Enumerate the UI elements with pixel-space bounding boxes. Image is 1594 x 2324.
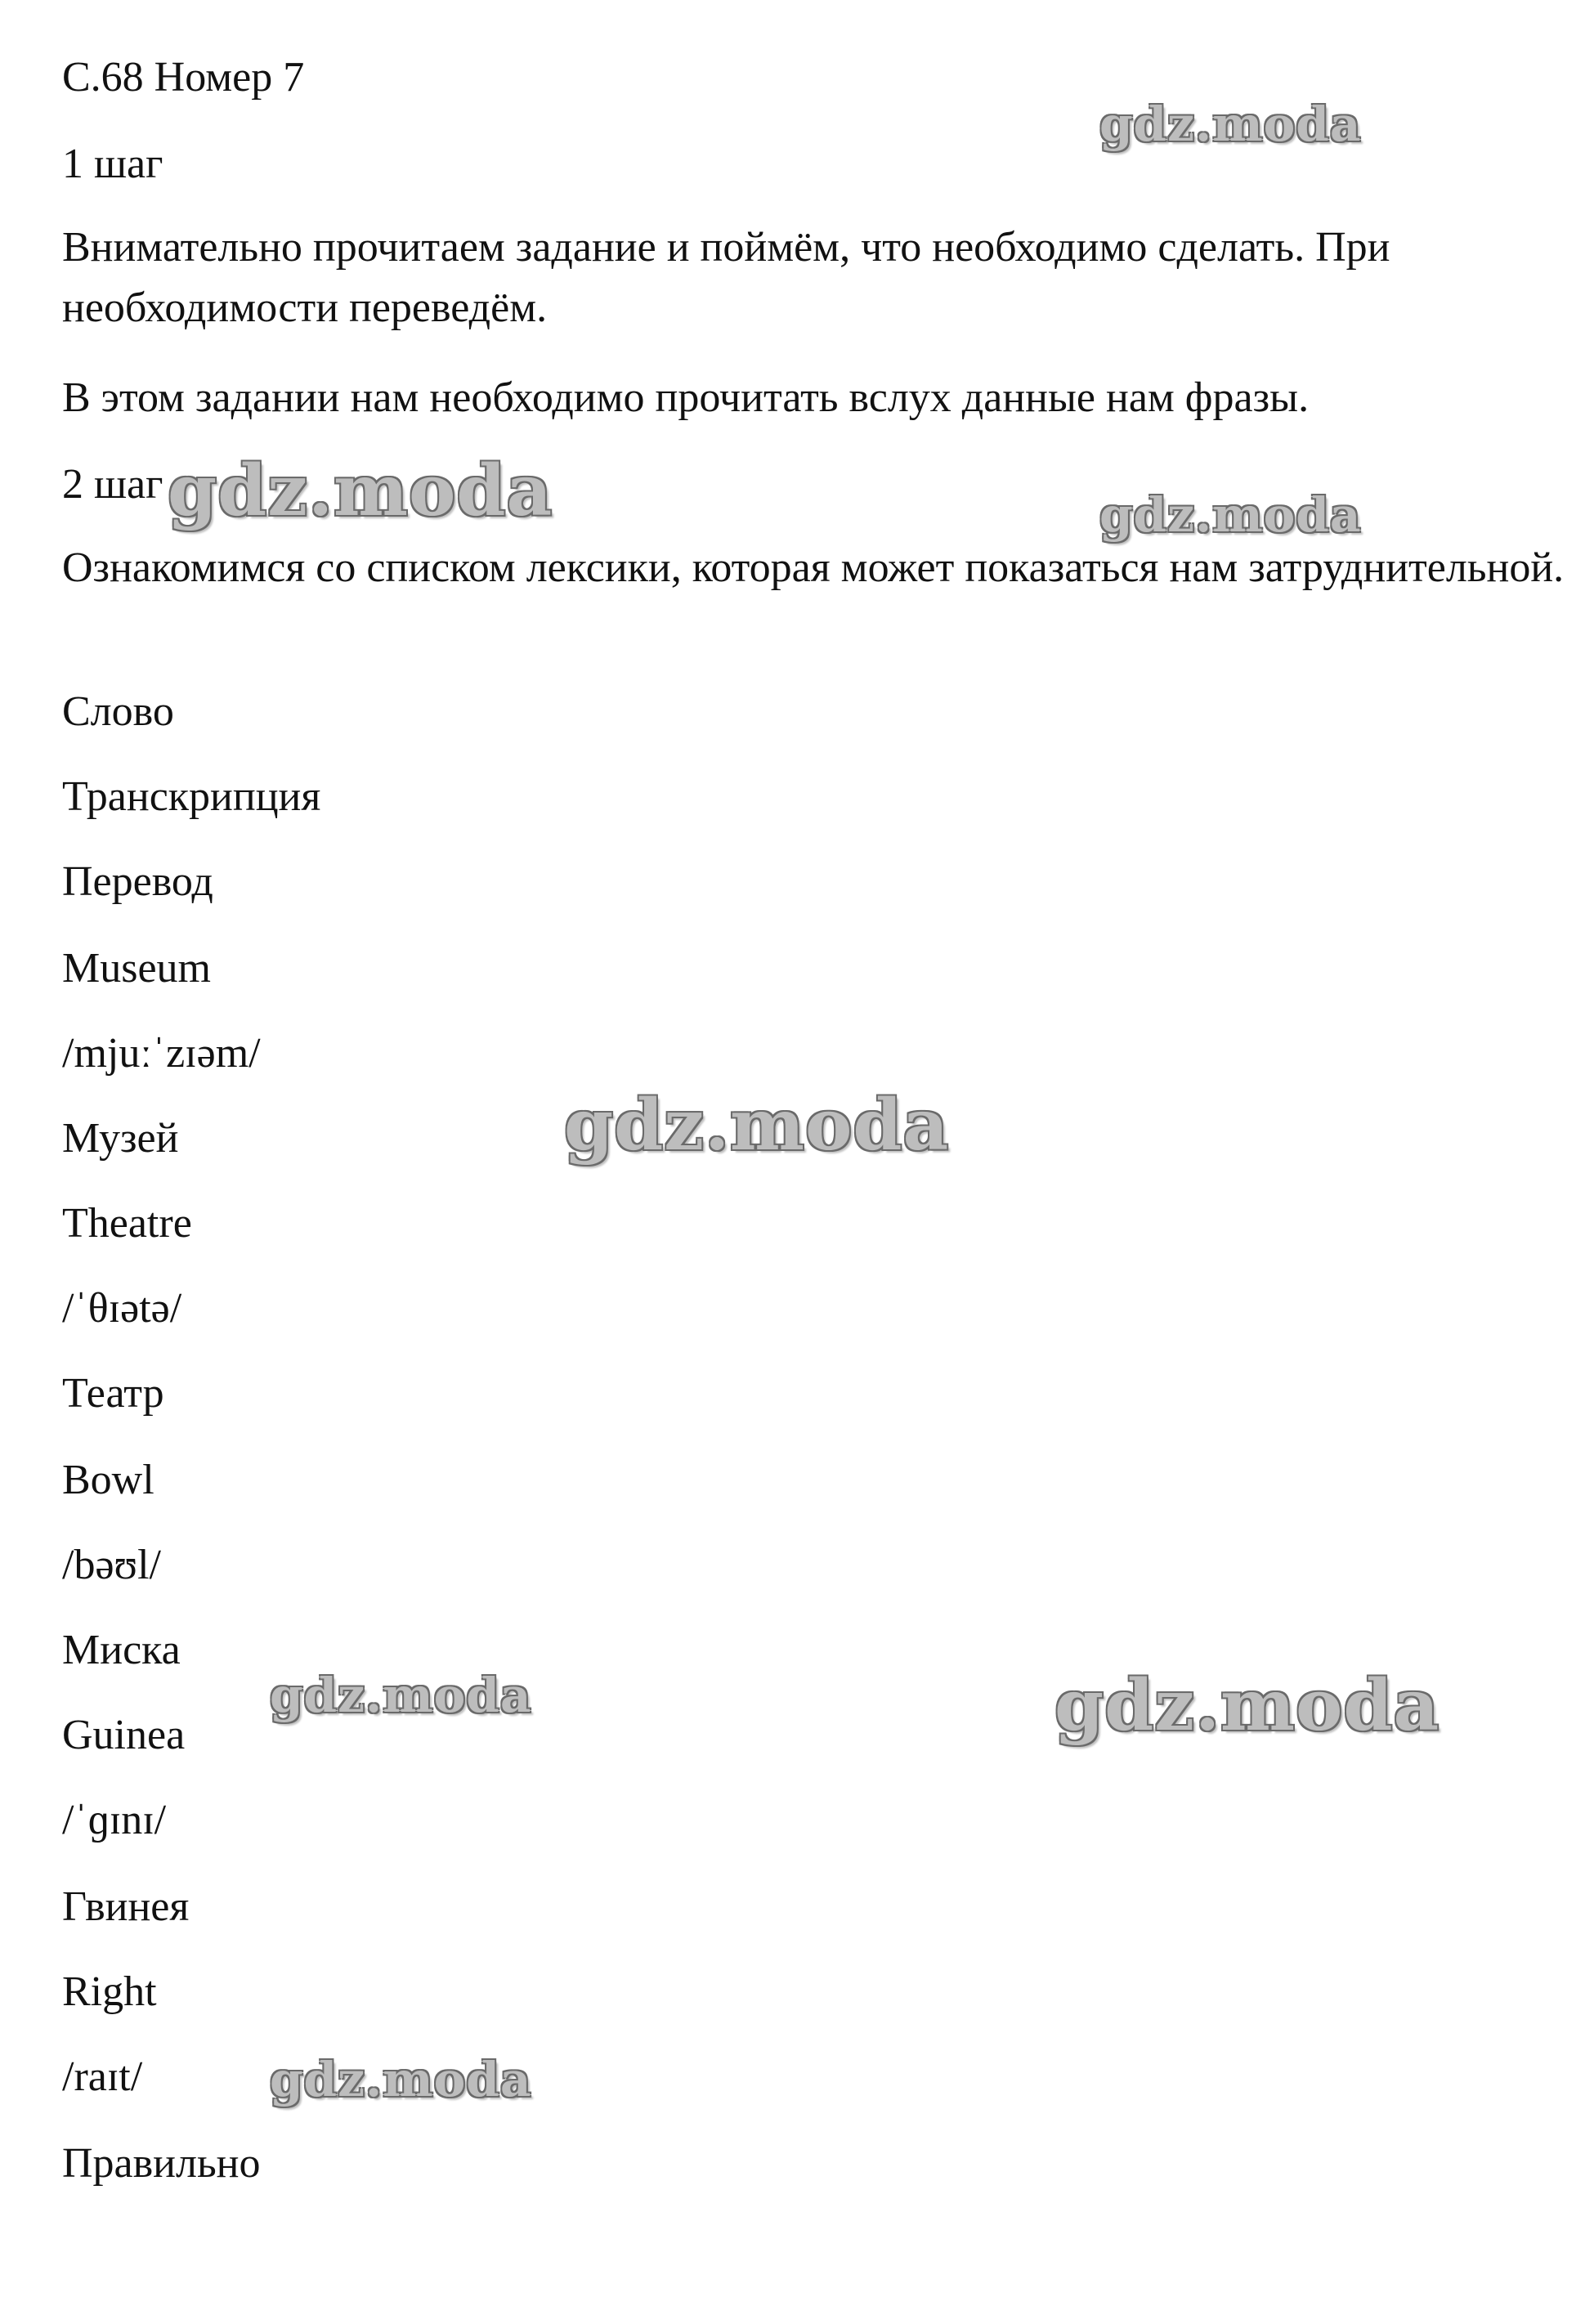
table-cell-word: Theatre [62,1200,192,1247]
step-2-label: 2 шаг [62,461,163,508]
table-header-word: Слово [62,688,174,735]
page-title: С.68 Номер 7 [62,54,305,101]
table-cell-transcription: /mjuːˈzɪəm/ [62,1030,261,1077]
step-1-instruction: Внимательно прочитаем задание и поймём, что необходимо сделать. При необходимости переведём. [62,224,1390,331]
table-cell-translation: Правильно [62,2140,261,2187]
table-header-transcription: Транскрипция [62,773,321,820]
table-cell-translation: Музей [62,1115,179,1162]
table-cell-word: Museum [62,945,211,992]
watermark-logo: gdz.moda [1099,96,1362,152]
table-cell-transcription: /bəʊl/ [62,1542,161,1588]
watermark-logo: gdz.moda [564,1084,950,1166]
table-cell-word: Guinea [62,1712,186,1758]
table-cell-translation: Миска [62,1627,181,1673]
table-cell-translation: Театр [62,1370,164,1417]
table-header-translation: Перевод [62,858,213,905]
watermark-logo: gdz.moda [270,2052,532,2107]
step-1-label: 1 шаг [62,141,163,187]
watermark-logo: gdz.moda [1054,1664,1440,1747]
table-cell-transcription: /ˈɡɪnɪ/ [62,1797,167,1843]
watermark-logo: gdz.moda [270,1668,532,1723]
table-cell-word: Bowl [62,1457,154,1503]
watermark-logo: gdz.moda [168,450,553,532]
step-2-instruction: Ознакомимся со списком лексики, которая может показаться нам затруднительной. [62,544,1565,591]
table-cell-transcription: /raɪt/ [62,2053,143,2100]
step-1-task: В этом задании нам необходимо прочитать вслух данные нам фразы. [62,374,1310,421]
table-cell-transcription: /ˈθɪətə/ [62,1285,182,1332]
watermark-logo: gdz.moda [1099,487,1362,543]
table-cell-word: Right [62,1968,157,2015]
table-cell-translation: Гвинея [62,1883,190,1930]
